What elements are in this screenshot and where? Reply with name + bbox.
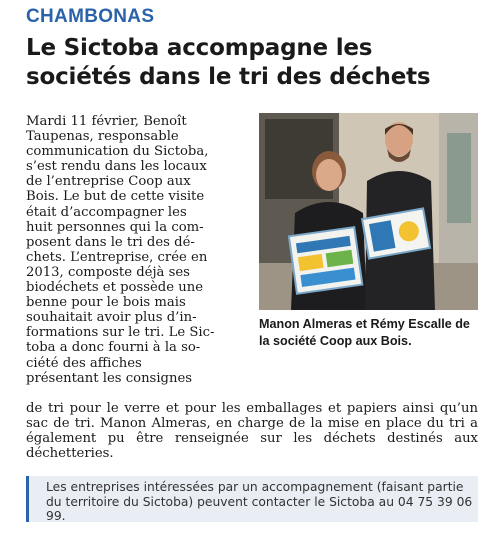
photo-illustration	[259, 113, 478, 310]
contact-info-box	[26, 476, 478, 522]
body-line: Bois. Le but de cette visite	[26, 189, 205, 205]
body-line: toba a donc fourni à la so-	[26, 340, 201, 356]
body-line: formations sur le tri. Le Sic-	[26, 325, 215, 341]
section-kicker: CHAMBONAS	[26, 6, 155, 27]
contact-info-text: Les entreprises intéressées par un accompagnement (faisant partie du territoire du Sictoba) peuvent contacter le Sictoba au 04 75 39 06 99.	[46, 480, 473, 524]
body-line: huit personnes qui la com-	[26, 219, 204, 235]
body-line: posent dans le tri des dé-	[26, 234, 195, 250]
article-headline: Le Sictoba accompagne les sociétés dans le tri des déchets	[26, 35, 431, 90]
body-line: biodéchets et possède une	[26, 280, 204, 296]
body-line: présentant les consignes	[26, 370, 193, 386]
body-line: de l’entreprise Coop aux	[26, 174, 191, 190]
photo-caption: Manon Almeras et Rémy Escalle de la société Coop aux Bois.	[259, 317, 470, 348]
body-line: 2013, composte déjà ses	[26, 264, 190, 280]
body-line: communication du Sictoba,	[26, 144, 209, 160]
article-photo	[259, 113, 478, 310]
body-line: était d’accompagner les	[26, 204, 187, 220]
body-line: souhaitait avoir plus d’in-	[26, 310, 197, 326]
article-body-column	[26, 114, 246, 386]
body-line: Mardi 11 février, Benoît	[26, 114, 187, 129]
body-line: s’est rendu dans les locaux	[26, 159, 207, 175]
info-accent-bar	[26, 476, 29, 522]
article-body-wide: de tri pour le verre et pour les emballages et papiers ainsi qu’un sac de tri. Manon Almeras, en charge de la mise en place du tri a également pu être renseignée sur les déchets destinés aux déchetteries.	[26, 401, 478, 462]
body-line: chets. L’entreprise, crée en	[26, 249, 208, 265]
body-line: ciété des affiches	[26, 355, 142, 371]
body-line: Taupenas, responsable	[26, 129, 179, 145]
body-line: benne pour le bois mais	[26, 295, 186, 311]
